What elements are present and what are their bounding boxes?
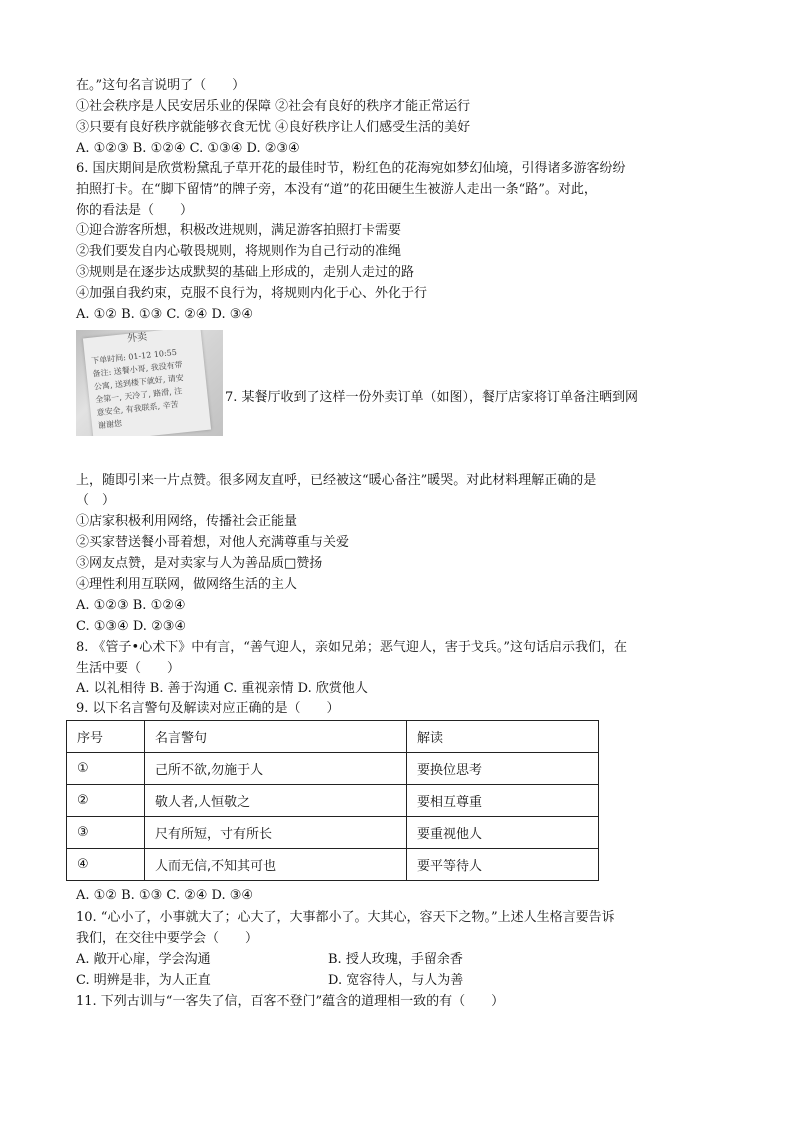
q10-option-a: A. 敞开心扉，学会沟通 <box>76 952 211 967</box>
q7-options-a-b: A. ①②③ B. ①②④ <box>76 598 186 613</box>
receipt-header: 外卖 <box>126 331 148 345</box>
q7-statement-3: ③网友点赞，是对卖家与人为善品质□赞扬 <box>76 556 323 571</box>
table-cell: 敬人者,人恒敬之 <box>145 785 407 817</box>
q6-options: A. ①② B. ①③ C. ②④ D. ③④ <box>76 307 254 322</box>
table-cell: 要相互尊重 <box>407 785 599 817</box>
q6-statement-4: ④加强自我约束，克服不良行为，将规则内化于心、外化于行 <box>76 286 428 301</box>
receipt-line: 备注: 送餐小哥, 我没有带 <box>92 360 183 379</box>
q8-stem-line-2: 生活中要（ ） <box>76 661 181 676</box>
receipt-line: 意安全, 有我联系, 辛苦 <box>96 399 179 418</box>
q9-stem: 9. 以下名言警句及解读对应正确的是（ ） <box>76 701 340 716</box>
receipt-line: 下单时间: 01-12 10:55 <box>90 347 178 366</box>
q7-stem-line-3: （ ） <box>76 493 116 508</box>
table-row <box>67 785 599 817</box>
q7-stem-line-2: 上，随即引来一片点赞。很多网友直呼，已经被这“暖心备注”暖哭。对此材料理解正确的是 <box>76 473 597 488</box>
table-cell: ② <box>67 785 145 817</box>
takeout-order-photo <box>76 330 223 436</box>
q10-options-row-2 <box>76 971 696 991</box>
table-cell: 人而无信,不知其可也 <box>145 849 407 881</box>
q7-statement-1: ①店家积极利用网络，传播社会正能量 <box>76 514 298 529</box>
q7-statement-2: ②买家替送餐小哥着想，对他人充满尊重与关爱 <box>76 535 350 550</box>
q5-statements-3-4: ③只要有良好秩序就能够衣食无忧 ④良好秩序让人们感受生活的美好 <box>76 120 471 135</box>
receipt-line: 谢谢您 <box>97 418 123 431</box>
table-header-row <box>67 721 599 753</box>
q7-stem-line-1: 7. 某餐厅收到了这样一份外卖订单（如图），餐厅店家将订单备注晒到网 <box>225 390 639 405</box>
table-header-cell: 序号 <box>67 721 145 753</box>
q10-option-d: D. 宽容待人，与人为善 <box>328 973 464 988</box>
table-cell: 尺有所短，寸有所长 <box>145 817 407 849</box>
q8-stem-line-1: 8. 《管子•心术下》中有言，“善气迎人，亲如兄弟；恶气迎人，害于戈兵。”这句话启示我们，在 <box>76 640 627 655</box>
table-cell: 要平等待人 <box>407 849 599 881</box>
table-cell: ① <box>67 753 145 785</box>
q9-options: A. ①② B. ①③ C. ②④ D. ③④ <box>76 888 254 903</box>
table-header-cell: 解读 <box>407 721 599 753</box>
q8-options: A. 以礼相待 B. 善于沟通 C. 重视亲情 D. 欣赏他人 <box>76 681 368 696</box>
table-row <box>67 817 599 849</box>
q6-statement-2: ②我们要发自内心敬畏规则，将规则作为自己行动的准绳 <box>76 244 402 259</box>
table-cell: ③ <box>67 817 145 849</box>
q5-stem-end: 在。”这句名言说明了（ ） <box>76 78 246 93</box>
quote-table <box>66 720 599 881</box>
q11-stem: 11. 下列古训与“一客失了信，百客不登门”蕴含的道理相一致的有（ ） <box>76 994 505 1009</box>
q6-statement-3: ③规则是在逐步达成默契的基础上形成的，走别人走过的路 <box>76 265 415 280</box>
q5-statements-1-2: ①社会秩序是人民安居乐业的保障 ②社会有良好的秩序才能正常运行 <box>76 99 471 114</box>
q5-options: A. ①②③ B. ①②④ C. ①③④ D. ②③④ <box>76 141 300 156</box>
q10-options-row-1 <box>76 950 696 970</box>
receipt-line: 全第一, 天冷了, 路滑, 注 <box>94 386 183 405</box>
receipt-line: 公寓, 送到楼下就好, 请安 <box>93 373 185 392</box>
q10-option-b: B. 授人玫瑰，手留余香 <box>328 952 463 967</box>
q7-statement-4: ④理性利用互联网，做网络生活的主人 <box>76 577 298 592</box>
q10-stem-line-2: 我们，在交往中要学会（ ） <box>76 931 259 946</box>
table-header-cell: 名言警句 <box>145 721 407 753</box>
table-cell: 要换位思考 <box>407 753 599 785</box>
q7-options-c-d: C. ①③④ D. ②③④ <box>76 619 187 634</box>
q10-option-c: C. 明辨是非，为人正直 <box>76 973 211 988</box>
q6-statement-1: ①迎合游客所想，积极改进规则，满足游客拍照打卡需要 <box>76 223 402 238</box>
table-row <box>67 849 599 881</box>
q6-stem-line-1: 6. 国庆期间是欣赏粉黛乱子草开花的最佳时节，粉红色的花海宛如梦幻仙境，引得诸多游客纷纷 <box>76 161 626 176</box>
table-cell: 要重视他人 <box>407 817 599 849</box>
table-row <box>67 753 599 785</box>
q6-stem-line-2: 拍照打卡。在“脚下留情”的牌子旁，本没有“道”的花田硬生生被游人走出一条“路”。对此， <box>76 182 597 197</box>
q10-stem-line-1: 10. “心小了，小事就大了；心大了，大事都小了。大其心，容天下之物。”上述人生格言要告诉 <box>76 910 615 925</box>
receipt-paper <box>83 330 211 436</box>
q6-stem-line-3: 你的看法是（ ） <box>76 203 194 218</box>
table-cell: 己所不欲,勿施于人 <box>145 753 407 785</box>
table-cell: ④ <box>67 849 145 881</box>
